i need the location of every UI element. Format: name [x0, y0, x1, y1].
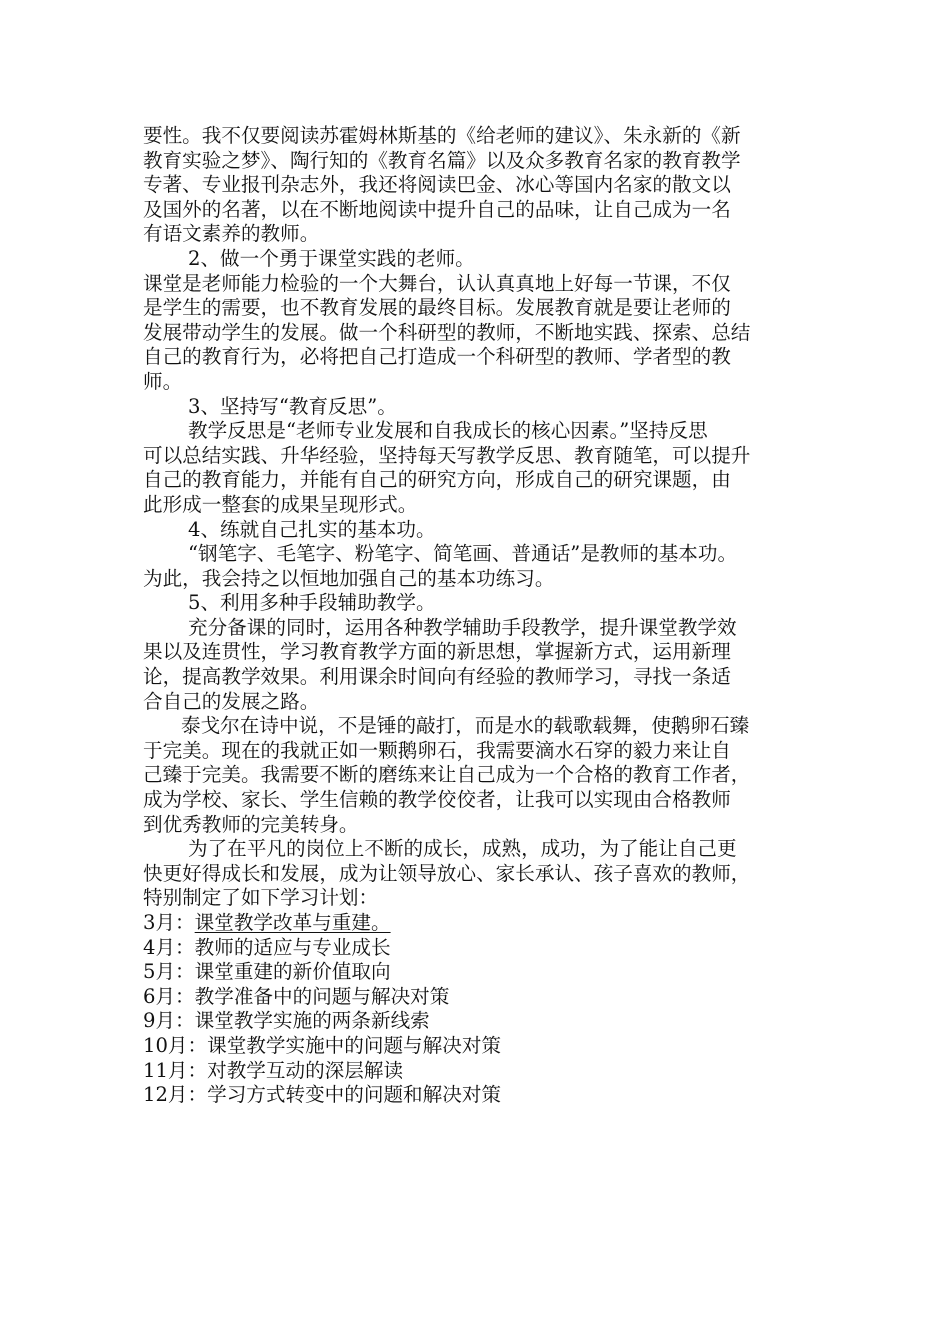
text-line: 发展带动学生的发展。做一个科研型的教师，不断地实践、探索、总结 — [143, 320, 751, 344]
plan-item — [143, 960, 811, 985]
plan-topic: 对教学互动的深层解读 — [207, 1058, 404, 1082]
document-body — [143, 124, 811, 1108]
section-heading: 2、做一个勇于课堂实践的老师。 — [188, 246, 475, 270]
plan-item — [143, 985, 811, 1010]
text-line: 充分备课的同时，运用各种教学辅助手段教学，提升课堂教学效 — [188, 615, 737, 639]
text-line: 师。 — [143, 369, 183, 393]
section-heading: 3、坚持写“教育反思”。 — [188, 394, 397, 418]
section-heading: 5、利用多种手段辅助教学。 — [188, 591, 436, 615]
text-line: 泰戈尔在诗中说，不是锤的敲打，而是水的载歌载舞，使鹅卵石臻 — [181, 714, 750, 738]
plan-topic: 课堂重建的新价值取向 — [194, 960, 391, 984]
text-line: 果以及连贯性，学习教育教学方面的新思想，掌握新方式，运用新理 — [143, 640, 731, 664]
plan-item — [143, 1083, 811, 1108]
text-line: 自己的教育行为，必将把自己打造成一个科研型的教师、学者型的教 — [143, 345, 731, 369]
plan-month: 12月： — [143, 1083, 208, 1107]
text-line: 专著、专业报刊杂志外，我还将阅读巴金、冰心等国内名家的散文以 — [143, 173, 731, 197]
plan-month: 6月： — [143, 984, 195, 1008]
text-line: 合自己的发展之路。 — [143, 689, 320, 713]
text-line: 论，提高教学效果。利用课余时间向有经验的教师学习，寻找一条适 — [143, 665, 731, 689]
text-line: 到优秀教师的完美转身。 — [143, 812, 359, 836]
plan-month: 3月： — [143, 911, 195, 934]
text-line: 是学生的需要，也不教育发展的最终目标。发展教育就是要让老师的 — [143, 296, 731, 320]
plan-item — [143, 936, 811, 961]
plan-item — [143, 1059, 811, 1084]
plan-month: 5月： — [143, 960, 195, 984]
text-line: 快更好得成长和发展，成为让领导放心、家长承认、孩子喜欢的教师， — [143, 861, 751, 885]
text-line: “钢笔字、毛笔字、粉笔字、简笔画、普通话”是教师的基本功。 — [188, 542, 738, 566]
text-line: 可以总结实践、升华经验，坚持每天写教学反思、教育随笔，可以提升 — [143, 443, 751, 467]
text-line: 要性。我不仅要阅读苏霍姆林斯基的《给老师的建议》、朱永新的《新 — [143, 124, 741, 147]
text-line: 有语文素养的教师。 — [143, 222, 320, 246]
text-line: 于完美。现在的我就正如一颗鹅卵石，我需要滴水石穿的毅力来让自 — [143, 738, 731, 762]
text-line: 为此，我会持之以恒地加强自己的基本功练习。 — [143, 566, 555, 590]
text-line: 己臻于完美。我需要不断的磨练来让自己成为一个合格的教育工作者， — [143, 763, 751, 787]
text-line: 为了在平凡的岗位上不断的成长，成熟，成功，为了能让自己更 — [188, 837, 737, 861]
plan-topic: 课堂教学改革与重建。 — [194, 911, 391, 934]
plan-topic: 课堂教学实施中的问题与解决对策 — [207, 1033, 502, 1057]
plan-month: 4月： — [143, 935, 195, 959]
text-line: 自己的教育能力，并能有自己的研究方向，形成自己的研究课题，由 — [143, 468, 731, 492]
plan-topic: 学习方式转变中的问题和解决对策 — [207, 1083, 502, 1107]
text-line: 课堂是老师能力检验的一个大舞台，认认真真地上好每一节课，不仅 — [143, 271, 731, 295]
plan-month: 10月： — [143, 1033, 208, 1057]
plan-month: 9月： — [143, 1009, 195, 1033]
text-line: 教育实验之梦》、陶行知的《教育名篇》以及众多教育名家的教育教学 — [143, 148, 741, 172]
plan-item — [143, 1009, 811, 1034]
text-line: 教学反思是“老师专业发展和自我成长的核心因素。”坚持反思 — [188, 419, 708, 443]
text-line: 成为学校、家长、学生信赖的教学佼佼者，让我可以实现由合格教师 — [143, 788, 731, 812]
plan-item — [143, 1034, 811, 1059]
plan-topic: 教学准备中的问题与解决对策 — [194, 984, 450, 1008]
plan-item — [143, 911, 811, 936]
section-heading: 4、练就自己扎实的基本功。 — [188, 517, 436, 541]
plan-topic: 课堂教学实施的两条新线索 — [194, 1009, 430, 1033]
text-line: 及国外的名著，以在不断地阅读中提升自己的品味，让自己成为一名 — [143, 197, 731, 221]
plan-topic: 教师的适应与专业成长 — [194, 935, 391, 959]
plan-month: 11月： — [143, 1058, 208, 1082]
text-line: 此形成一整套的成果呈现形式。 — [143, 492, 418, 516]
text-line: 特别制定了如下学习计划： — [143, 886, 379, 910]
